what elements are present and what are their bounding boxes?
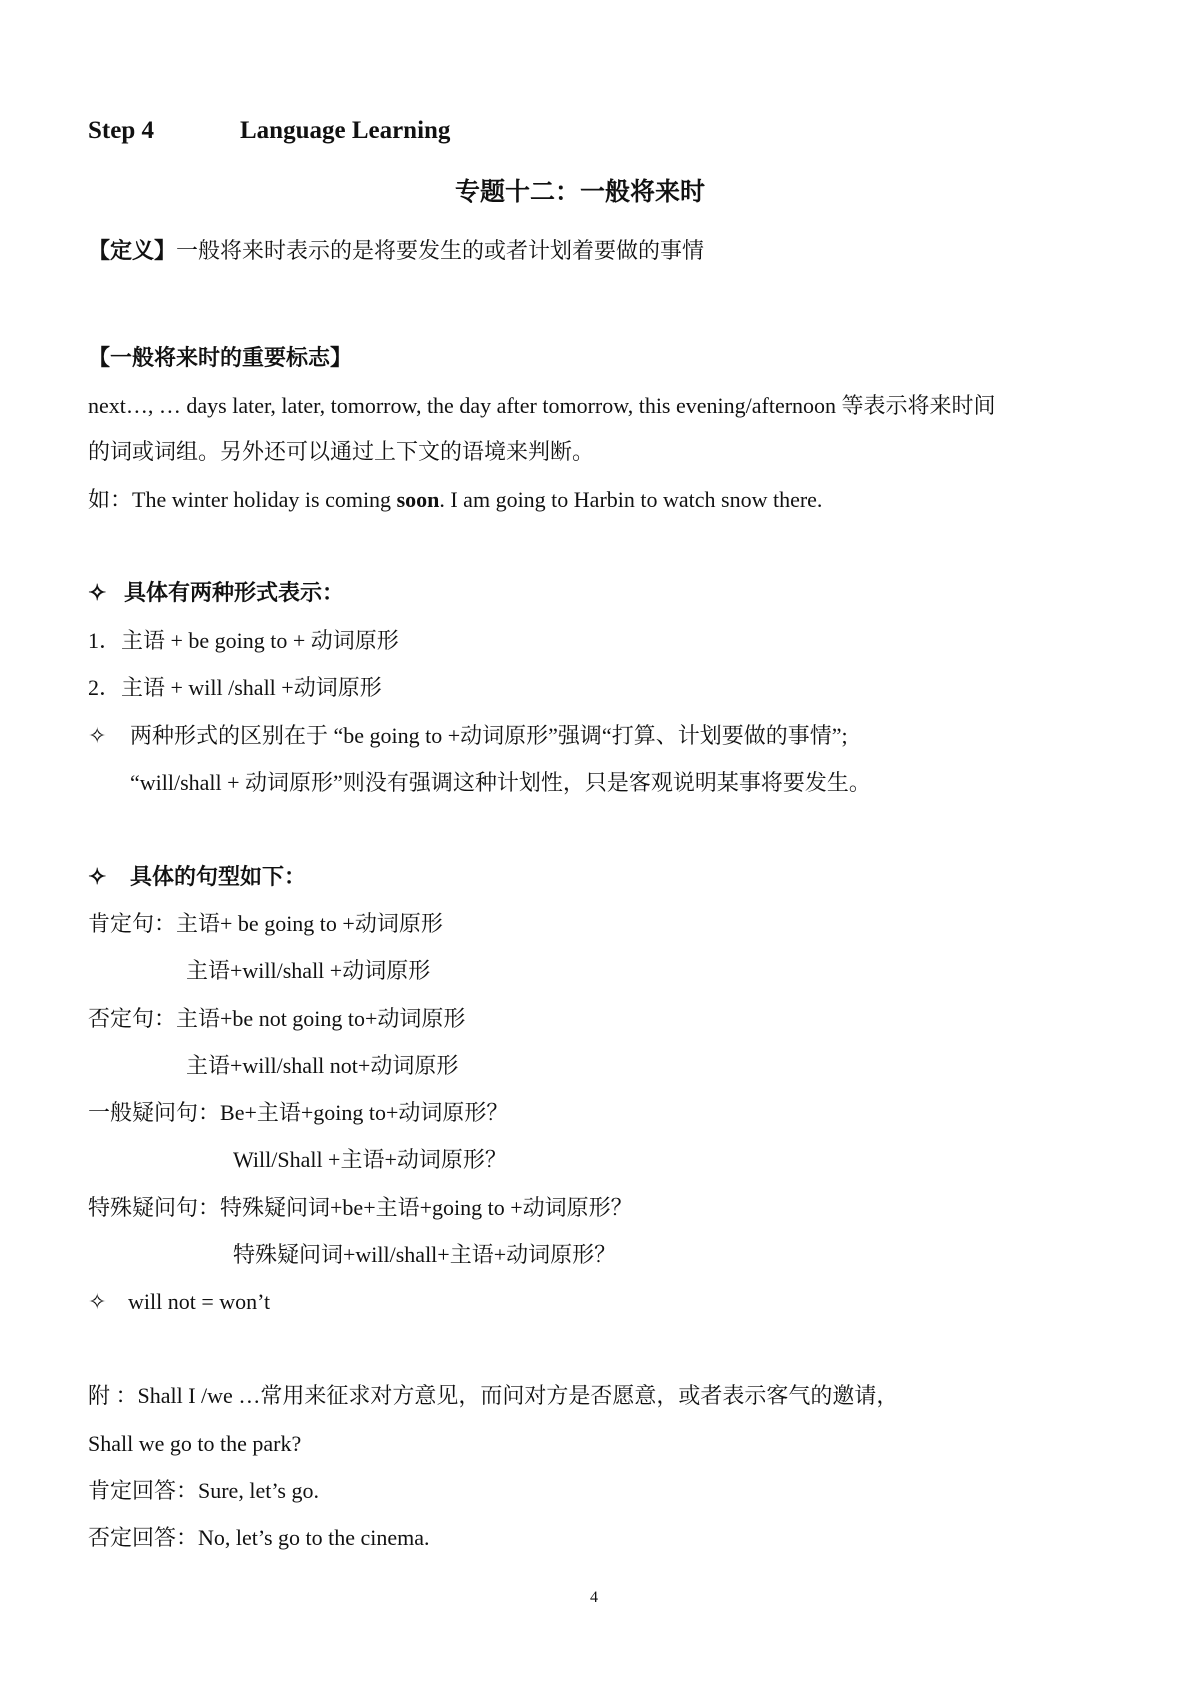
definition-label: 【定义】: [88, 238, 177, 263]
diamond-bullet-icon: ✧: [88, 580, 107, 605]
negative-label: 否定句：: [88, 1006, 177, 1031]
step-label: Step 4: [88, 117, 154, 144]
example-after: . I am going to Harbin to watch snow there.: [439, 487, 823, 512]
negative-line-1: [88, 1008, 465, 1030]
appendix-negative-answer: 否定回答：No, let’s go to the cinema.: [88, 1525, 430, 1550]
wh-pattern-1: 特殊疑问词+be+主语+going to +动词原形？: [220, 1195, 633, 1220]
diamond-bullet-icon: ✧: [88, 723, 107, 748]
affirmative-line-1: [88, 913, 443, 935]
appendix-note: 附 ：Shall I /we …常用来征求对方意见，而问对方是否愿意，或者表示客气的邀请，: [88, 1383, 899, 1408]
yesno-pattern-2: Will/Shall +主语+动词原形？: [233, 1147, 507, 1172]
example-bold-word: soon: [396, 487, 440, 512]
negative-pattern-2: 主语+will/shall not+动词原形: [186, 1053, 459, 1078]
wh-line-1: [88, 1197, 633, 1219]
forms-heading-line: [88, 582, 344, 604]
contraction-text: will not = won’t: [128, 1289, 271, 1314]
patterns-heading-line: [88, 866, 306, 888]
yesno-line-1: [88, 1102, 508, 1124]
wh-label: 特殊疑问句：: [88, 1195, 221, 1220]
affirmative-label: 肯定句：: [88, 911, 177, 936]
section-title: Language Learning: [239, 117, 451, 144]
signs-example: [88, 489, 822, 511]
forms-diff-text-1: 两种形式的区别在于 “be going to +动词原形”强调“打算、计划要做的事情”;: [130, 723, 848, 748]
yesno-pattern-1: Be+主语+going to+动词原形？: [220, 1100, 509, 1125]
patterns-heading: 具体的句型如下：: [130, 864, 307, 889]
negative-pattern-1: 主语+be not going to+动词原形: [176, 1006, 466, 1031]
forms-item-1: 1．主语 + be going to + 动词原形: [88, 628, 399, 653]
forms-diff-line-2: “will/shall + 动词原形”则没有强调这种计划性，只是客观说明某事将要发生。: [130, 770, 871, 795]
topic-title: 专题十二：一般将来时: [455, 179, 706, 206]
definition-line: [88, 240, 704, 262]
yesno-label: 一般疑问句：: [88, 1100, 221, 1125]
contraction-line: [88, 1291, 270, 1313]
affirmative-pattern-2: 主语+will/shall +动词原形: [186, 958, 431, 983]
step-heading: [88, 118, 450, 143]
diamond-bullet-icon: ✧: [88, 1289, 107, 1314]
signs-line-2: 的词或词组。另外还可以通过上下文的语境来判断。: [88, 439, 595, 464]
forms-diff-line-1: [88, 725, 848, 747]
example-before: 如：The winter holiday is coming: [88, 487, 397, 512]
appendix-example: Shall we go to the park?: [88, 1431, 302, 1456]
definition-text: 一般将来时表示的是将要发生的或者计划着要做的事情: [176, 238, 705, 263]
diamond-bullet-icon: ✧: [88, 864, 107, 889]
affirmative-pattern-1: 主语+ be going to +动词原形: [176, 911, 443, 936]
forms-heading: 具体有两种形式表示：: [124, 580, 345, 605]
forms-item-2: 2．主语 + will /shall +动词原形: [88, 675, 382, 700]
signs-heading: 【一般将来时的重要标志】: [88, 345, 353, 370]
page-number: 4: [590, 1589, 598, 1606]
signs-line-1: next…, … days later, later, tomorrow, the day after tomorrow, this evening/afternoon 等表示将来时间: [88, 393, 996, 418]
wh-pattern-2: 特殊疑问词+will/shall+主语+动词原形？: [233, 1242, 617, 1267]
appendix-positive-answer: 肯定回答：Sure, let’s go.: [88, 1478, 319, 1503]
